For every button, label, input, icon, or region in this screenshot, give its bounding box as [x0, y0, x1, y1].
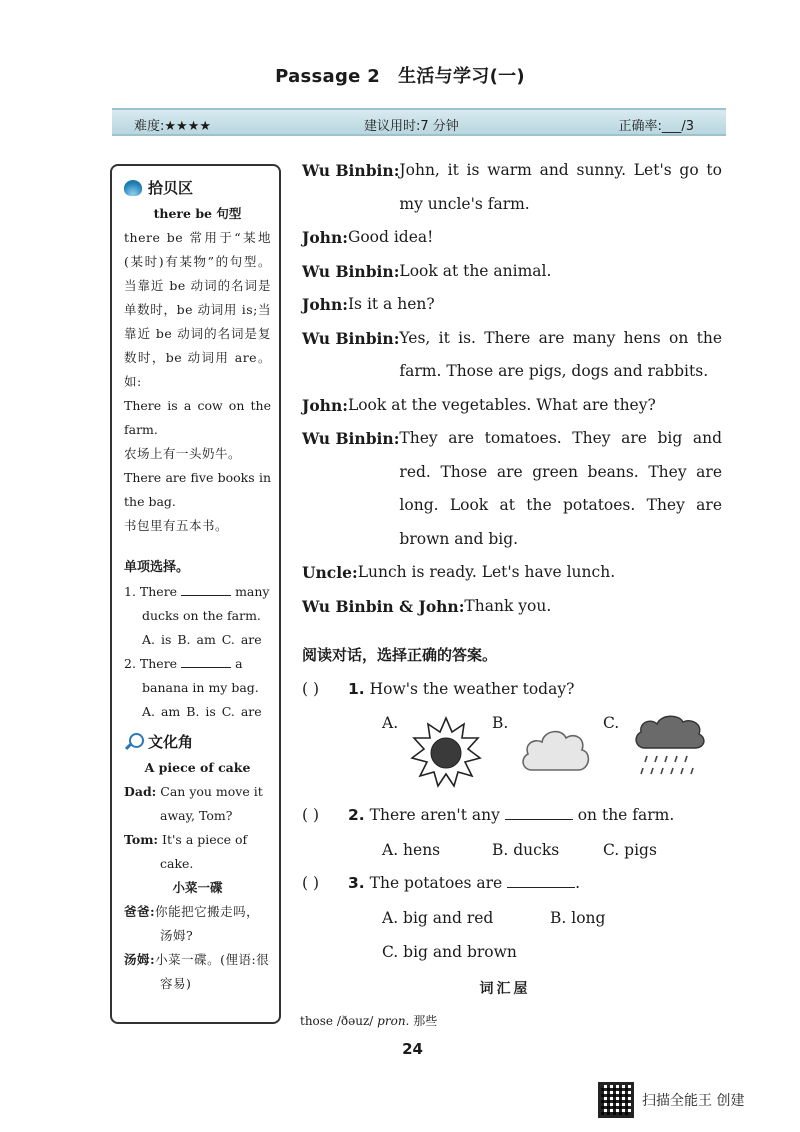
magnifier-icon — [124, 733, 142, 751]
dialogue-line — [302, 422, 722, 556]
speaker: Wu Binbin: — [302, 328, 400, 348]
utterance: Can you move it away, Tom? — [160, 784, 263, 823]
example-2-en: There are five books in the bag. — [124, 470, 271, 509]
page-number: 24 — [402, 1040, 423, 1058]
option-b-label: B. — [492, 714, 509, 732]
dialogue-line — [302, 590, 722, 624]
accuracy-label: 正确率:___/3 — [618, 119, 694, 134]
vocab-word: those — [300, 1014, 334, 1028]
grammar-title: 拾贝区 — [148, 179, 194, 197]
vocab-title: 词汇屋 — [479, 981, 531, 997]
speaker: Wu Binbin: — [302, 161, 400, 180]
utterance: Thank you. — [464, 596, 552, 615]
dialogue-line — [302, 389, 722, 423]
question-text: There aren't any — [369, 806, 500, 824]
utterance: 你能把它搬走吗，汤姆? — [155, 904, 260, 943]
utterance: It's a piece of cake. — [160, 832, 248, 871]
cloud-icon[interactable] — [518, 724, 592, 776]
answer-paren[interactable]: ( ) — [302, 680, 320, 698]
utterance: Good idea! — [347, 228, 434, 246]
sidebar-box — [110, 164, 281, 1024]
question-number: 3. — [348, 874, 365, 892]
vocab-meaning: 那些 — [413, 1014, 438, 1028]
example-1-en: There is a cow on the farm. — [124, 398, 271, 437]
difficulty-label: 难度:★★★★ — [134, 119, 211, 134]
dialogue-line — [302, 556, 722, 590]
dialogue-line — [302, 255, 722, 289]
speaker: 爸爸: — [124, 904, 156, 919]
speaker: John: — [302, 295, 348, 314]
answer-blank[interactable] — [181, 654, 231, 668]
watermark-text: 扫描全能王 创建 — [642, 1093, 745, 1109]
speaker: Uncle: — [302, 563, 358, 582]
quiz-text: There — [139, 584, 178, 599]
grammar-text: there be 常用于“某地(某时)有某物”的句型。当靠近 be 动词的名词是单数时，be 动词用 is;当靠近 be 动词的名词是复数时，be 动词用 are。如: — [124, 230, 271, 389]
vocab-entry — [300, 1012, 437, 1029]
quiz-text: There — [139, 656, 178, 671]
question-1 — [302, 680, 574, 698]
option-c[interactable]: C. big and brown — [382, 943, 517, 961]
info-bar — [112, 108, 726, 136]
question-text: The potatoes are — [369, 874, 503, 892]
speaker: Tom: — [124, 832, 159, 847]
option-a[interactable]: A. hens — [382, 841, 441, 859]
grammar-subtitle: there be 句型 — [153, 206, 242, 221]
utterance: Yes, it is. There are many hens on the farm. Those are pigs, dogs and rabbits. — [399, 328, 722, 380]
vocab-phonetic: /ðəuz/ — [336, 1014, 374, 1028]
quiz-num: 2. — [124, 656, 136, 671]
question-number: 1. — [348, 680, 365, 698]
utterance: Lunch is ready. Let's have lunch. — [357, 563, 616, 581]
speaker: 汤姆: — [124, 952, 156, 967]
speaker: John: — [302, 395, 348, 415]
speaker: Wu Binbin: — [302, 261, 400, 281]
dialogue-line — [302, 154, 722, 221]
culture-cn-line-1 — [124, 900, 271, 948]
rain-cloud-icon[interactable] — [633, 714, 707, 786]
question-text: . — [575, 874, 581, 892]
dialogue-line — [302, 221, 722, 255]
culture-title: 文化角 — [148, 733, 194, 751]
dialogue-line — [302, 322, 722, 389]
culture-cn-title: 小菜一碟 — [172, 880, 223, 895]
question-text: on the farm. — [577, 806, 675, 824]
answer-blank[interactable] — [505, 806, 573, 820]
page-title — [0, 62, 800, 88]
utterance: They are tomatoes. They are big and red. Those are green beans. They are long. Look at the potatoes. They are brown and big. — [399, 429, 722, 548]
grammar-heading — [124, 174, 271, 202]
quiz-text: many ducks on the farm. — [142, 584, 270, 623]
culture-line-1 — [124, 780, 271, 828]
answer-blank[interactable] — [507, 874, 575, 888]
sun-icon[interactable] — [410, 716, 482, 788]
utterance: 小菜一碟。(俚语:很容易) — [155, 952, 270, 991]
quiz-num: 1. — [124, 584, 136, 599]
option-b[interactable]: B. ducks — [492, 841, 560, 859]
option-c[interactable]: C. pigs — [603, 841, 657, 859]
quiz-item-2 — [124, 652, 271, 700]
passage-topic: 生活与学习(一) — [398, 66, 525, 87]
speaker: Wu Binbin: — [302, 429, 400, 448]
passage-number: Passage 2 — [275, 66, 381, 87]
speaker: John: — [302, 228, 348, 247]
question-number: 2. — [348, 806, 365, 824]
time-label: 建议用时:7 分钟 — [364, 119, 459, 134]
quiz-options-1: A. is B. am C. are — [142, 632, 262, 647]
speaker: Dad: — [124, 784, 157, 799]
option-a[interactable]: A. big and red — [382, 909, 494, 927]
scanner-watermark — [598, 1082, 744, 1118]
option-c-label: C. — [603, 714, 620, 732]
answer-paren[interactable]: ( ) — [302, 874, 320, 892]
question-2 — [302, 806, 674, 824]
utterance: Is it a hen? — [347, 295, 435, 313]
culture-heading — [124, 728, 271, 756]
dialogue-line — [302, 288, 722, 322]
utterance: Look at the vegetables. What are they? — [347, 395, 656, 414]
vocab-pos: pron. — [377, 1014, 410, 1028]
quiz-item-1 — [124, 580, 271, 628]
question-text: How's the weather today? — [369, 680, 575, 698]
dialogue — [302, 154, 722, 623]
section-title: 阅读对话，选择正确的答案。 — [302, 646, 498, 664]
culture-subtitle: A piece of cake — [144, 760, 251, 775]
qr-code-icon — [598, 1082, 634, 1118]
quiz-text: a banana in my bag. — [142, 656, 259, 695]
answer-paren[interactable]: ( ) — [302, 806, 320, 824]
answer-blank[interactable] — [181, 582, 231, 596]
option-b[interactable]: B. long — [550, 909, 606, 927]
example-2-cn: 书包里有五本书。 — [124, 518, 229, 533]
utterance: John, it is warm and sunny. Let's go to my uncle's farm. — [399, 161, 722, 213]
option-a-label: A. — [382, 714, 399, 732]
quiz-options-2: A. am B. is C. are — [142, 704, 262, 719]
question-3 — [302, 874, 580, 892]
speaker: Wu Binbin & John: — [302, 596, 465, 616]
quiz-title: 单项选择。 — [124, 560, 190, 575]
shell-icon — [124, 180, 142, 196]
example-1-cn: 农场上有一头奶牛。 — [124, 446, 242, 461]
utterance: Look at the animal. — [399, 261, 552, 280]
culture-line-2 — [124, 828, 271, 876]
